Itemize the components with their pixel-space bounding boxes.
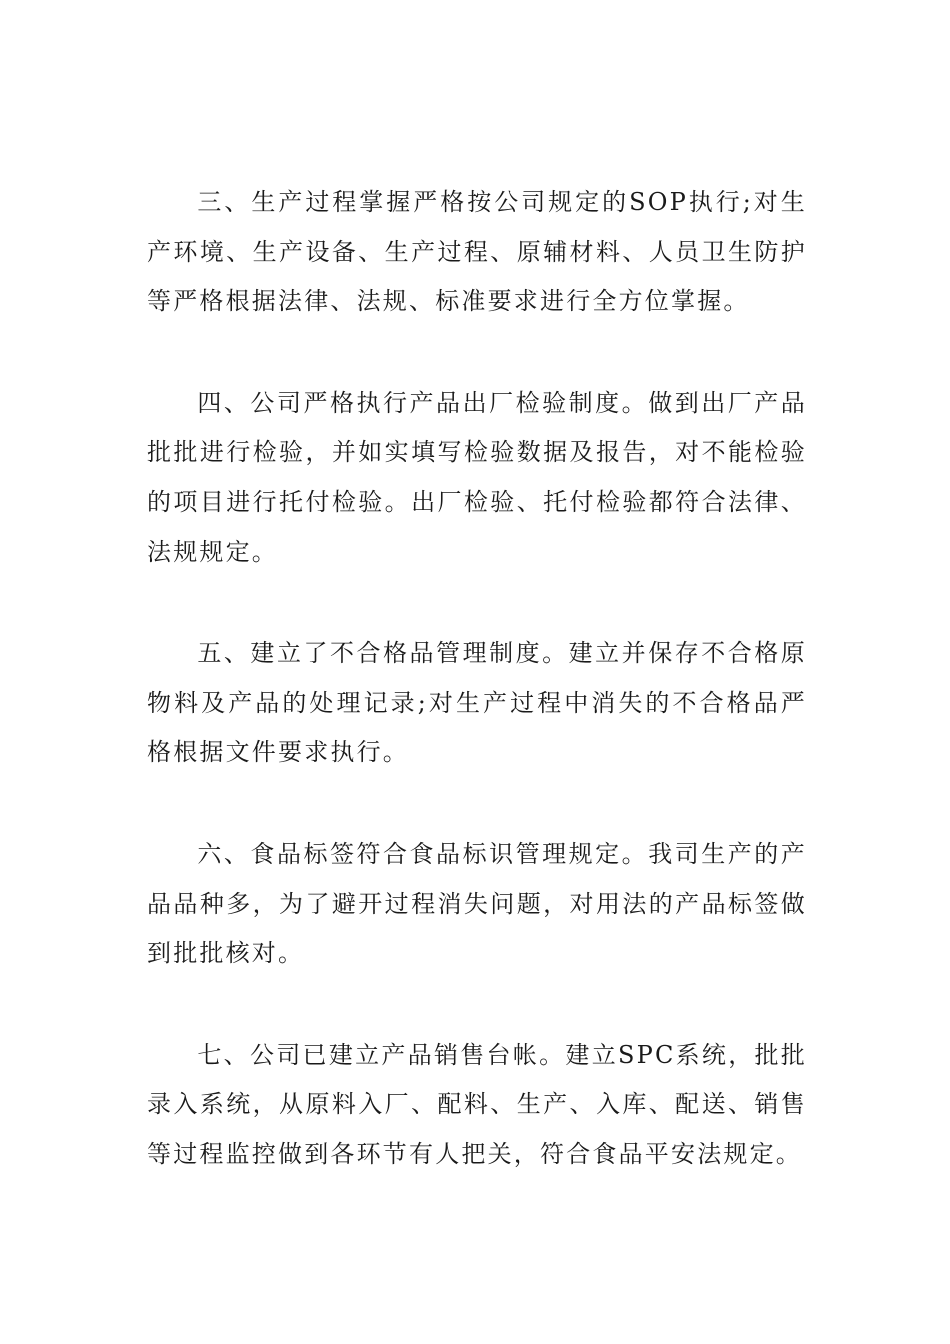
paragraph-4: 四、公司严格执行产品出厂检验制度。做到出厂产品批批进行检验，并如实填写检验数据及报告，对不能检验的项目进行托付检验。出厂检验、托付检验都符合法律、法规规定。 — [147, 388, 807, 566]
paragraph-spacer — [147, 577, 807, 629]
paragraph-5: 五、建立了不合格品管理制度。建立并保存不合格原物料及产品的处理记录;对生产过程中消失的不合格品严格根据文件要求执行。 — [147, 639, 807, 767]
document-body — [147, 178, 807, 1180]
paragraph-6: 六、食品标签符合食品标识管理规定。我司生产的产品品种多，为了避开过程消失问题，对用法的产品标签做到批批核对。 — [147, 839, 807, 968]
paragraph-3: 三、生产过程掌握严格按公司规定的SOP执行;对生产环境、生产设备、生产过程、原辅材料、人员卫生防护等严格根据法律、法规、标准要求进行全方位掌握。 — [147, 188, 807, 316]
paragraph-spacer — [147, 778, 807, 830]
paragraph-spacer — [147, 979, 807, 1031]
paragraph-spacer — [147, 327, 807, 379]
paragraph-7: 七、公司已建立产品销售台帐。建立SPC系统，批批录入系统，从原料入厂、配料、生产、入库、配送、销售等过程监控做到各环节有人把关，符合食品平安法规定。 — [147, 1040, 807, 1168]
